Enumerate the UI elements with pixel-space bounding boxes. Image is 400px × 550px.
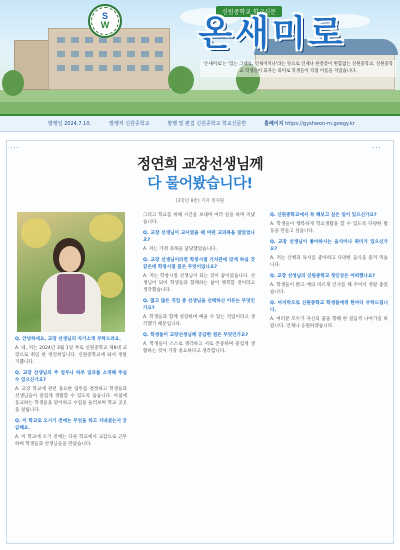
article-subhead: 다 물어봤습니다! [147,176,253,192]
school-ground [0,90,400,114]
decorative-dots: ··· [10,144,20,152]
interview-question: Q. 교장 선생님의 신원중학교 첫인상은 어떠했나요? [270,274,376,279]
website-label: 홈페이지 [264,121,284,127]
newspaper-title: 온새미로 [198,14,346,54]
interview-question: Q. 교장 선생님의 주 업무나 하루 일과를 소개해 주실 수 있으신가요? [15,371,127,383]
interview-answer: A. 학생들이 밝고 예의 바르게 인사를 해 주어서 정말 좋았습니다. [270,283,388,295]
interview-question: Q. 이 학교로 오시기 전에는 무엇을 하고 지내셨는지 궁금해요. [15,419,127,431]
interview-question: Q. 교장 선생님이라면 학창시절 가치관에 맞게 하실 것 같은데 학창시절 꿈은 무엇이었나요? [143,258,255,270]
decorative-dots: ··· [372,144,382,152]
tree-icon [2,70,24,96]
interview-question: Q. 안녕하세요, 교장 선생님의 자기소개 부탁드려요. [15,337,121,342]
title-description: '온새미로'는 '있는 그대로, 언제까지나'라는 뜻으로 언제나 한결같이 변함없는 신원중학교, 신원중학교 학생들이 되자는 의미로 학생들이 직접 이름을 지었습니다. [200,60,396,77]
website-link[interactable]: https://gyshwon-m.goegy.kr [285,121,355,127]
masthead-banner [0,0,400,114]
interview-answer: A. 네, 저는 2024년 3월 1일 부로 신원중학교 제8대 교장으로 취임 한 정연희입니다. 신원중학교에 와서 정말 기쁩니다. [15,346,127,365]
article-column-1 [15,336,127,452]
editor: 발행 및 편집 신원중학교 학교신문반 [167,121,247,127]
tree-icon [168,66,194,94]
publisher: 발행처 신원중학교 [109,121,150,127]
interview-question: Q. 교장 선생님이 교사였을 때 어떤 교과목을 맡았었나요? [143,231,255,243]
website [264,120,355,127]
interview-question: Q. 교장 선생님이 좋아하시는 음식이나 취미가 있으신가요? [270,240,388,252]
interview-answer: A. 저는 학창시절 선생님이 되는 것이 꿈이었습니다. 선생님이 되어 학생들과 함께하는 삶이 행복할 것이라고 생각했습니다. [143,274,255,293]
article-column-2 [143,212,255,359]
interview-question: Q. 많고 많은 직업 중 선생님을 선택하신 이유는 무엇인가요? [143,299,255,311]
interview-question: Q. 학생들이 교장선생님께 궁금한 점은 무엇인가요? [143,333,249,338]
article-headline: 정연희 교장선생님께 [136,157,264,173]
principal-photo [17,212,125,332]
interview-answer: A. 교장 학교에 관련 중요한 업무를 결정하고 학생들과 선생님들이 즐겁게 생활할 수 있도록 돕습니다. 아침에 등교하는 학생들을 맞이하고 수업을 둘러보며 학교 곳곳을 살핍니다. [15,387,127,413]
publication-info-bar [0,114,400,132]
logo-letter-s: S [101,11,108,21]
interview-answer: A. 학생들과 함께 성장하며 배울 수 있는 직업이라고 생각했기 때문입니다. [143,315,255,327]
article-column-3 [270,212,388,334]
interview-question: Q. 신원중학교에서 꼭 해보고 싶은 일이 있으신가요? [270,213,377,218]
interview-answer: A. 이 학교에 오기 전에는 다른 학교에서 교감으로 근무하며 학생들과 선생님들을 만났습니다. [15,435,127,447]
logo-letter-w: W [100,20,110,30]
interview-answer: A. 학생들이 행복하게 학교생활을 할 수 있도록 다양한 활동을 만들고 싶습니다. [270,222,388,234]
article-byline: [3학년 8반] 기자 정지원 [175,199,225,204]
interview-answer: A. 저는 산책과 독서를 좋아하고 다양한 음식을 즐겨 먹습니다. [270,256,388,268]
school-logo [88,4,122,38]
interview-answer: 그리고 학교를 위해 시간을 보내며 여러 일을 하며 지냈습니다. [143,213,255,225]
interview-answer: A. 저는 가정 과목을 담당했었습니다. [143,247,217,252]
newspaper-tag: 신원중학교 학교신문 [216,6,282,17]
interview-answer: A. 여러분 모두가 자신의 꿈을 향해 한 걸음씩 나아가길 바랍니다. 언제나 응원하겠습니다. [270,317,388,329]
interview-answer: A. 학생들이 스스로 생각하고 서로 존중하며 즐겁게 생활하는 것이 가장 중요하다고 생각합니다. [143,342,255,354]
interview-question: Q. 마지막으로 신원중학교 학생들에게 한마디 부탁드립니다. [270,301,388,313]
issue-date: 발행일 2024.7.10. [48,121,92,127]
